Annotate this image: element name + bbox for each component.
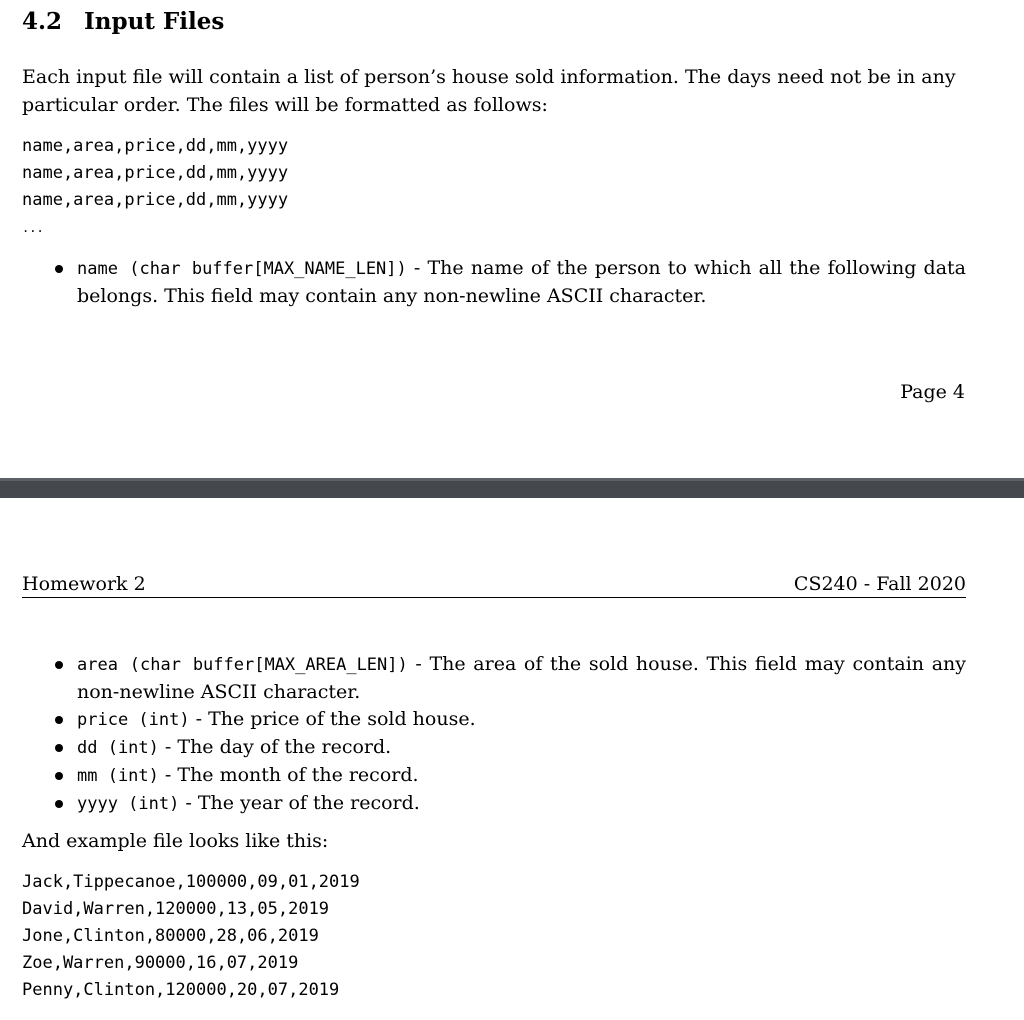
field-code: mm (int) bbox=[77, 766, 159, 786]
bullet-dot bbox=[55, 265, 63, 273]
section-number: 4.2 bbox=[22, 8, 63, 35]
format-code-block bbox=[22, 133, 288, 242]
intro-paragraph bbox=[22, 63, 966, 119]
field-code: dd (int) bbox=[77, 738, 159, 758]
bullet-item-area bbox=[22, 651, 966, 706]
example-line: Jack,Tippecanoe,100000,09,01,2019 bbox=[22, 872, 360, 892]
name-field-list bbox=[22, 255, 966, 310]
example-intro: And example file looks like this: bbox=[22, 830, 329, 852]
header-course-title: Homework 2 bbox=[22, 573, 146, 595]
field-description: - The name of the person to which all the following data belongs. This field may contain any non-newline ASCII character. bbox=[77, 257, 966, 307]
field-description: - The month of the record. bbox=[158, 764, 419, 786]
bullet-dot bbox=[55, 744, 63, 752]
field-description: - The day of the record. bbox=[158, 736, 392, 758]
field-description: - The year of the record. bbox=[179, 792, 420, 814]
bullet-dot bbox=[55, 772, 63, 780]
bullet-dot bbox=[55, 716, 63, 724]
example-line: David,Warren,120000,13,05,2019 bbox=[22, 899, 330, 919]
bullet-item-dd bbox=[22, 734, 966, 762]
bullet-item-price bbox=[22, 706, 966, 734]
page-separator bbox=[0, 478, 1024, 498]
intro-line-2: particular order. The files will be formatted as follows: bbox=[22, 94, 548, 116]
header-course-term: CS240 - Fall 2020 bbox=[793, 573, 966, 595]
format-line: name,area,price,dd,mm,yyyy bbox=[22, 163, 289, 183]
field-description: - The area of the sold house. This field may contain any non-newline ASCII character. bbox=[77, 653, 966, 703]
page-number: Page 4 bbox=[900, 381, 965, 403]
bullet-item-name bbox=[22, 255, 966, 310]
bullet-item-yyyy bbox=[22, 790, 966, 818]
section-heading bbox=[22, 8, 224, 36]
section-title: Input Files bbox=[84, 8, 225, 35]
intro-line-1: Each input file will contain a list of person’s house sold information. The days need not be in any bbox=[22, 66, 956, 88]
bullet-dot bbox=[55, 800, 63, 808]
running-header bbox=[22, 571, 966, 598]
bullet-item-mm bbox=[22, 762, 966, 790]
bullet-dot bbox=[55, 661, 63, 669]
format-line: name,area,price,dd,mm,yyyy bbox=[22, 190, 289, 210]
page-4 bbox=[0, 0, 1024, 478]
format-ellipsis: ... bbox=[22, 221, 44, 235]
field-code: price (int) bbox=[77, 710, 190, 730]
example-code-block bbox=[22, 869, 360, 1004]
field-description: - The price of the sold house. bbox=[189, 708, 476, 730]
format-line: name,area,price,dd,mm,yyyy bbox=[22, 136, 289, 156]
example-line: Jone,Clinton,80000,28,06,2019 bbox=[22, 926, 319, 946]
example-line: Zoe,Warren,90000,16,07,2019 bbox=[22, 953, 299, 973]
field-code: name (char buffer[MAX_NAME_LEN]) bbox=[77, 259, 407, 279]
example-line: Penny,Clinton,120000,20,07,2019 bbox=[22, 980, 340, 1000]
field-code: yyyy (int) bbox=[77, 794, 180, 814]
page-5 bbox=[0, 498, 1024, 1020]
field-list bbox=[22, 651, 966, 818]
field-code: area (char buffer[MAX_AREA_LEN]) bbox=[77, 655, 408, 675]
